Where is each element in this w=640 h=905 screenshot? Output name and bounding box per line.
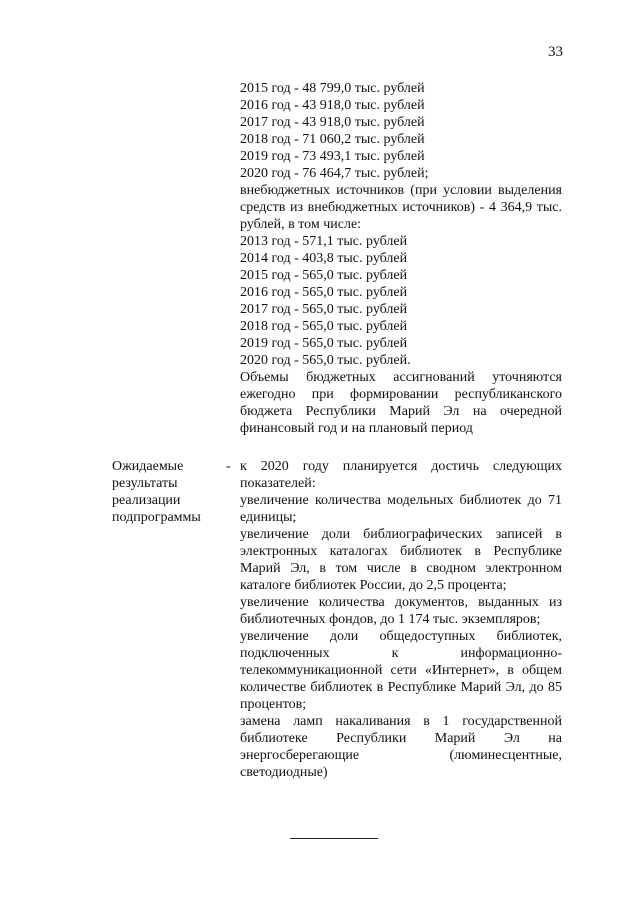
results-item: увеличение доли библиографических записей в электронных каталогах библиотек в Республике Марий Эл, в том числе в сводном электронном каталоге библиотек России, до 2,5 процента; bbox=[240, 527, 562, 593]
results-item: увеличение доли общедоступных библиотек, подключенных к информационно-телекоммуникационной сети «Интернет», в общем количестве библиотек в Республике Марий Эл, до 85 процентов; bbox=[240, 629, 562, 712]
results-dash: - bbox=[226, 459, 231, 474]
extra-budget-year-line: 2016 год - 565,0 тыс. рублей bbox=[240, 285, 408, 300]
extra-budget-year-line: 2020 год - 565,0 тыс. рублей. bbox=[240, 353, 411, 368]
extra-budget-year-line: 2015 год - 565,0 тыс. рублей bbox=[240, 268, 408, 283]
funding-year-line: 2016 год - 43 918,0 тыс. рублей bbox=[240, 98, 425, 113]
results-item: увеличение количества модельных библиотек до 71 единицы; bbox=[240, 493, 562, 525]
results-item: замена ламп накаливания в 1 государственной библиотеке Республики Марий Эл на энергосберегающие (люминесцентные, светодиодные) bbox=[240, 714, 562, 780]
results-label-line: Ожидаемые bbox=[112, 459, 184, 474]
funding-year-line: 2018 год - 71 060,2 тыс. рублей bbox=[240, 132, 425, 147]
funding-year-line: 2020 год - 76 464,7 тыс. рублей; bbox=[240, 166, 429, 181]
results-label-line: результаты bbox=[112, 476, 178, 491]
results-label-line: реализации bbox=[112, 493, 181, 508]
footer-divider bbox=[290, 838, 378, 839]
funding-section bbox=[240, 80, 562, 437]
funding-year-line: 2019 год - 73 493,1 тыс. рублей bbox=[240, 149, 425, 164]
extra-budget-year-line: 2013 год - 571,1 тыс. рублей bbox=[240, 234, 408, 249]
results-item: к 2020 году планируется достичь следующих показателей: bbox=[240, 459, 562, 491]
extra-budget-year-line: 2014 год - 403,8 тыс. рублей bbox=[240, 251, 408, 266]
funding-year-line: 2015 год - 48 799,0 тыс. рублей bbox=[240, 81, 425, 96]
results-section bbox=[240, 458, 562, 781]
results-label bbox=[112, 458, 222, 526]
results-label-line: подпрограммы bbox=[112, 510, 201, 525]
extra-budget-paragraph: внебюджетных источников (при условии выделения средств из внебюджетных источников) - 4 364,9 тыс. рублей, в том числе: bbox=[240, 183, 562, 232]
extra-budget-year-line: 2019 год - 565,0 тыс. рублей bbox=[240, 336, 408, 351]
extra-budget-year-line: 2018 год - 565,0 тыс. рублей bbox=[240, 319, 408, 334]
extra-budget-year-line: 2017 год - 565,0 тыс. рублей bbox=[240, 302, 408, 317]
funding-year-line: 2017 год - 43 918,0 тыс. рублей bbox=[240, 115, 425, 130]
page-number: 33 bbox=[548, 44, 563, 60]
funding-note-paragraph: Объемы бюджетных ассигнований уточняются ежегодно при формировании республиканского бюджета Республики Марий Эл на очередной финансовый год и на плановый период bbox=[240, 370, 562, 436]
results-item: увеличение количества документов, выданных из библиотечных фондов, до 1 174 тыс. экземпляров; bbox=[240, 595, 562, 627]
